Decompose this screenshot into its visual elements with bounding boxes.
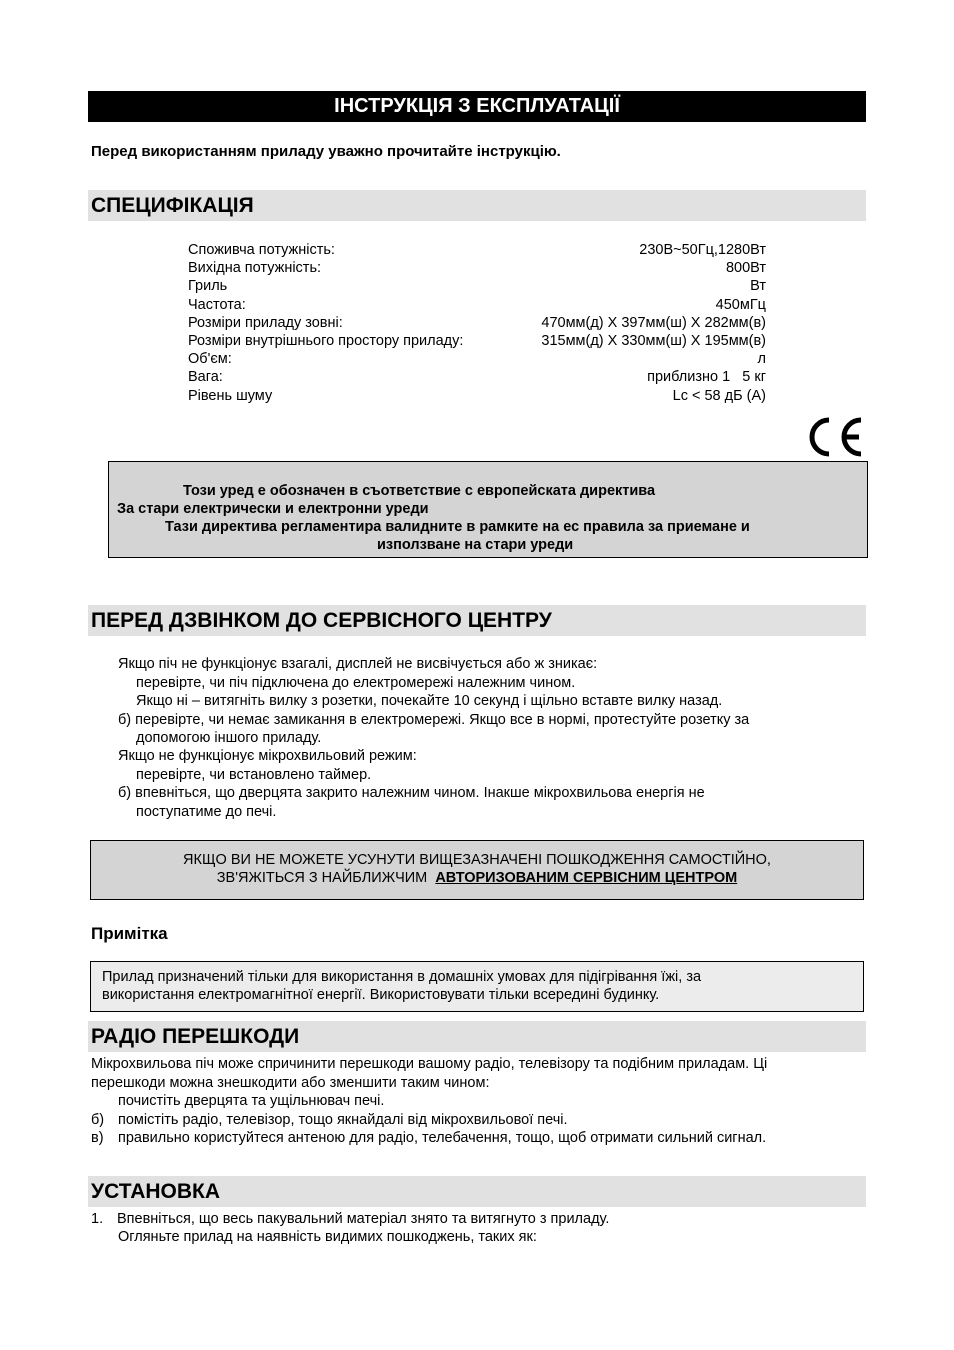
spec-row <box>188 259 766 277</box>
spec-value: 800Вт <box>725 260 766 277</box>
spec-label: Вага: <box>188 369 223 386</box>
radio-item: помістіть радіо, телевізор, тощо якнайдалі від мікрохвильової печі. <box>118 1112 568 1128</box>
spec-label: Частота: <box>188 296 246 313</box>
authorized-service-center-link: АВТОРИЗОВАНИМ СЕРВІСНИМ ЦЕНТРОМ <box>435 870 738 886</box>
radio-item: правильно користуйтеся антеною для радіо, телебачення, тощо, щоб отримати сильний сигнал. <box>118 1130 767 1146</box>
directive-line: използване на стари уреди <box>377 537 574 553</box>
spec-label: Споживча потужність: <box>188 242 335 258</box>
service-heading: ПЕРЕД ДЗВІНКОМ ДО СЕРВІСНОГО ЦЕНТРУ <box>88 605 866 636</box>
install-item: Огляньте прилад на наявність видимих пошкоджень, таких як: <box>118 1229 537 1245</box>
service-line: б) впевніться, що дверцята закрито належним чином. Інакше мікрохвильова енергія не <box>118 785 705 801</box>
service-line: Якщо піч не функціонує взагалі, дисплей не висвічується або ж зникає: <box>118 656 598 672</box>
service-line: поступатиме до печі. <box>136 804 277 820</box>
spec-row <box>188 332 766 350</box>
service-line: Якщо не функціонує мікрохвильовий режим: <box>118 748 417 764</box>
ce-mark-icon <box>802 416 864 458</box>
spec-label: Гриль <box>188 278 228 295</box>
service-warning-line: ЯКЩО ВИ НЕ МОЖЕТЕ УСУНУТИ ВИЩЕЗАЗНАЧЕНІ ПОШКОДЖЕННЯ САМОСТІЙНО, <box>183 852 771 868</box>
spec-row <box>188 368 766 386</box>
spec-value: приблизно 1 5 кг <box>647 369 766 386</box>
spec-label: Розміри приладу зовні: <box>188 314 343 331</box>
radio-item-marker: в) <box>91 1130 104 1146</box>
service-line: перевірте, чи встановлено таймер. <box>136 767 372 783</box>
spec-label: Об'єм: <box>188 351 232 368</box>
spec-row <box>188 277 766 295</box>
note-heading: Примітка <box>91 924 168 943</box>
spec-value: л <box>757 351 766 368</box>
service-line: перевірте, чи піч підключена до електромережі належним чином. <box>136 675 576 691</box>
directive-line: За стари електрически и електронни уреди <box>117 501 429 517</box>
spec-heading: СПЕЦИФІКАЦІЯ <box>88 190 866 221</box>
intro-text: Перед використанням приладу уважно прочитайте інструкцію. <box>91 143 561 160</box>
spec-value: 230В~50Гц,1280Вт <box>639 242 766 258</box>
spec-table <box>188 241 766 405</box>
spec-label: Вихідна потужність: <box>188 260 322 277</box>
install-item: Впевніться, що весь пакувальний матеріал знято та витягнуто з приладу. <box>117 1211 610 1227</box>
service-line: б) перевірте, чи немає замикання в електромережі. Якщо все в нормі, протестуйте розетку за <box>118 712 750 728</box>
radio-line: Мікрохвильова піч може спричинити перешкоди вашому радіо, телевізору та подібним приладам. Ці <box>91 1056 768 1072</box>
spec-row <box>188 241 766 259</box>
spec-value: Вт <box>750 278 766 295</box>
note-box <box>90 961 864 1012</box>
radio-heading: РАДІО ПЕРЕШКОДИ <box>88 1021 866 1052</box>
radio-line: перешкоди можна знешкодити або зменшити таким чином: <box>91 1075 490 1091</box>
note-line: Прилад призначений тільки для використання в домашніх умовах для підігрівання їжі, за <box>102 969 702 985</box>
directive-line: Тази директива регламентира валидните в рамките на ес правила за приемане и <box>165 519 750 535</box>
service-warning-line <box>91 870 863 886</box>
service-line: допомогою іншого приладу. <box>136 730 322 746</box>
spec-label: Розміри внутрішнього простору приладу: <box>188 332 464 349</box>
spec-value: 450мГц <box>715 296 766 313</box>
spec-row <box>188 387 766 405</box>
spec-row <box>188 350 766 368</box>
spec-value: 470мм(д) X 397мм(ш) X 282мм(в) <box>541 314 766 331</box>
spec-row <box>188 296 766 314</box>
service-warning-box <box>90 840 864 900</box>
note-line: використання електромагнітної енергії. Використовувати тільки всередині будинку. <box>102 987 660 1003</box>
spec-value: Lc < 58 дБ (A) <box>672 387 766 404</box>
spec-value: 315мм(д) X 330мм(ш) X 195мм(в) <box>541 332 766 349</box>
page-title: ІНСТРУКЦІЯ З ЕКСПЛУАТАЦІЇ <box>88 91 866 122</box>
service-line: Якщо ні – витягніть вилку з розетки, почекайте 10 секунд і щільно вставте вилку назад. <box>136 693 723 709</box>
spec-label: Рівень шуму <box>188 387 273 404</box>
service-warning-text: ЗВ'ЯЖІТЬСЯ З НАЙБЛИЖЧИМ <box>216 870 428 886</box>
install-heading: УСТАНОВКА <box>88 1176 866 1207</box>
install-item-marker: 1. <box>91 1211 104 1227</box>
directive-box <box>108 461 868 558</box>
directive-line: Този уред е обозначен в съответствие с европейската директива <box>183 483 656 499</box>
radio-item-marker: б) <box>91 1112 105 1128</box>
spec-row <box>188 314 766 332</box>
radio-item: почистіть дверцята та ущільнювач печі. <box>118 1093 385 1109</box>
